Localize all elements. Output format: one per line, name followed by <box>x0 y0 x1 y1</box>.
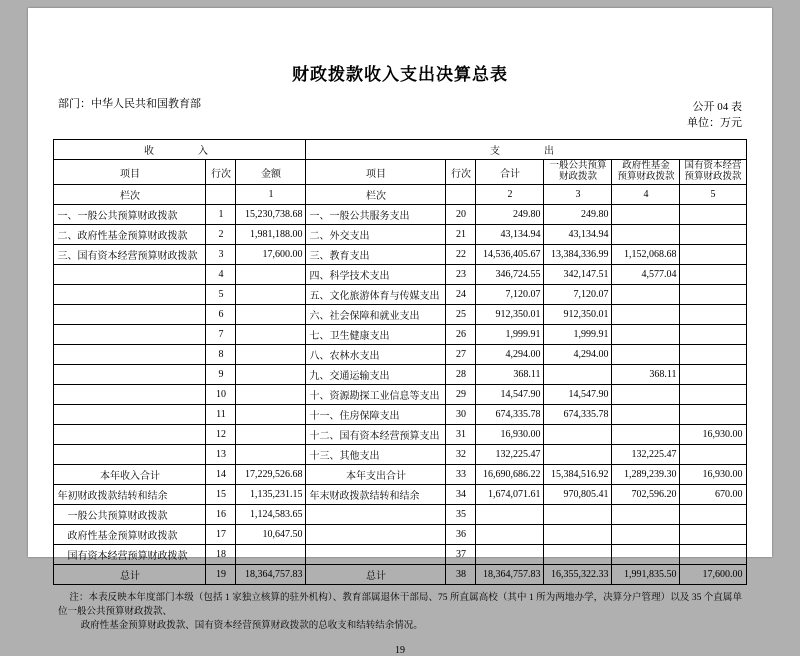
expense-item: 四、科学技术支出 <box>306 265 446 285</box>
colnum-e3: 4 <box>612 185 680 205</box>
income-item: 年初财政拨款结转和结余 <box>54 485 206 505</box>
expense-item: 三、教育支出 <box>306 245 446 265</box>
expense-general-public-budget <box>544 545 612 565</box>
expense-row-no: 28 <box>446 365 476 385</box>
header-income-row-no: 行次 <box>206 160 236 185</box>
expense-row-no: 21 <box>446 225 476 245</box>
expense-total: 18,364,757.83 <box>476 565 544 585</box>
income-amount: 15,230,738.68 <box>236 205 306 225</box>
income-row-no: 7 <box>206 325 236 345</box>
expense-item: 十一、住房保障支出 <box>306 405 446 425</box>
expense-government-fund-budget <box>612 425 680 445</box>
footnote-line-1: 注：本表反映本年度部门本级（包括 1 家独立核算的驻外机构）、教育部属退休干部局、75 所直属高校（其中 1 所为两地办学，决算分户管理）以及 35 个直属单位一般公共预算财政拨款、 <box>58 593 742 617</box>
expense-general-public-budget <box>544 505 612 525</box>
income-row-no: 2 <box>206 225 236 245</box>
header-expense-government-fund-budget: 政府性基金 预算财政拨款 <box>612 160 680 185</box>
expense-government-fund-budget <box>612 545 680 565</box>
income-amount: 17,600.00 <box>236 245 306 265</box>
income-row-no: 9 <box>206 365 236 385</box>
income-row-no: 5 <box>206 285 236 305</box>
expense-government-fund-budget <box>612 385 680 405</box>
expense-item: 二、外交支出 <box>306 225 446 245</box>
expense-general-public-budget <box>544 365 612 385</box>
expense-row-no: 26 <box>446 325 476 345</box>
footnote-line-2: 政府性基金预算财政拨款、国有资本经营预算财政拨款的总收支和结转结余情况。 <box>80 621 423 631</box>
income-amount: 17,229,526.68 <box>236 465 306 485</box>
document-page <box>28 8 772 656</box>
expense-state-capital-budget <box>680 345 746 365</box>
expense-row-no: 32 <box>446 445 476 465</box>
expense-item: 一、一般公共服务支出 <box>306 205 446 225</box>
header-income-amount: 金额 <box>236 160 306 185</box>
expense-state-capital-budget <box>680 445 746 465</box>
expense-total <box>476 525 544 545</box>
form-code: 公开 04 表 <box>692 101 742 113</box>
expense-item <box>306 505 446 525</box>
expense-total: 368.11 <box>476 365 544 385</box>
expense-general-public-budget: 43,134.94 <box>544 225 612 245</box>
header-expense-general-public-budget: 一般公共预算 财政拨款 <box>544 160 612 185</box>
table-row <box>54 365 746 385</box>
expense-state-capital-budget <box>680 545 746 565</box>
income-amount <box>236 345 306 365</box>
expense-general-public-budget <box>544 445 612 465</box>
expense-general-public-budget: 14,547.90 <box>544 385 612 405</box>
expense-item <box>306 545 446 565</box>
income-item <box>54 285 206 305</box>
table-colnum-row <box>54 185 746 205</box>
colnum-label-income: 栏次 <box>54 185 206 205</box>
expense-total: 7,120.07 <box>476 285 544 305</box>
table-footnote <box>58 591 742 633</box>
expense-item: 八、农林水支出 <box>306 345 446 365</box>
income-item: 本年收入合计 <box>54 465 206 485</box>
income-row-no: 17 <box>206 525 236 545</box>
expense-row-no: 29 <box>446 385 476 405</box>
expense-state-capital-budget <box>680 245 746 265</box>
expense-item <box>306 525 446 545</box>
expense-government-fund-budget <box>612 305 680 325</box>
income-row-no: 15 <box>206 485 236 505</box>
expense-item: 本年支出合计 <box>306 465 446 485</box>
expense-general-public-budget: 4,294.00 <box>544 345 612 365</box>
income-item <box>54 345 206 365</box>
table-row <box>54 425 746 445</box>
income-row-no: 1 <box>206 205 236 225</box>
expense-total: 912,350.01 <box>476 305 544 325</box>
expense-general-public-budget: 342,147.51 <box>544 265 612 285</box>
expense-total: 674,335.78 <box>476 405 544 425</box>
expense-general-public-budget: 249.80 <box>544 205 612 225</box>
expense-general-public-budget: 912,350.01 <box>544 305 612 325</box>
income-amount <box>236 385 306 405</box>
income-item <box>54 265 206 285</box>
expense-row-no: 33 <box>446 465 476 485</box>
income-row-no: 14 <box>206 465 236 485</box>
expense-row-no: 36 <box>446 525 476 545</box>
page-number: 19 <box>395 645 405 656</box>
colnum-e2: 3 <box>544 185 612 205</box>
expense-total: 14,536,405.67 <box>476 245 544 265</box>
expense-state-capital-budget: 670.00 <box>680 485 746 505</box>
header-expense-item: 项目 <box>306 160 446 185</box>
expense-state-capital-budget: 16,930.00 <box>680 425 746 445</box>
expense-state-capital-budget <box>680 225 746 245</box>
expense-row-no: 37 <box>446 545 476 565</box>
income-amount: 1,981,188.00 <box>236 225 306 245</box>
expense-state-capital-budget <box>680 525 746 545</box>
income-item: 国有资本经营预算财政拨款 <box>54 545 206 565</box>
expense-total: 16,690,686.22 <box>476 465 544 485</box>
income-amount <box>236 545 306 565</box>
income-item: 一般公共预算财政拨款 <box>54 505 206 525</box>
table-row <box>54 445 746 465</box>
income-amount <box>236 265 306 285</box>
income-row-no: 4 <box>206 265 236 285</box>
expense-row-no: 34 <box>446 485 476 505</box>
colnum-income-blank <box>206 185 236 205</box>
income-item: 政府性基金预算财政拨款 <box>54 525 206 545</box>
colnum-e4: 5 <box>680 185 746 205</box>
expense-row-no: 20 <box>446 205 476 225</box>
income-amount: 1,124,583.65 <box>236 505 306 525</box>
expense-state-capital-budget: 17,600.00 <box>680 565 746 585</box>
table-row <box>54 485 746 505</box>
income-item <box>54 365 206 385</box>
expense-state-capital-budget <box>680 265 746 285</box>
expense-item: 九、交通运输支出 <box>306 365 446 385</box>
expense-row-no: 38 <box>446 565 476 585</box>
expense-government-fund-budget: 4,577.04 <box>612 265 680 285</box>
income-row-no: 19 <box>206 565 236 585</box>
header-income-item: 项目 <box>54 160 206 185</box>
expense-government-fund-budget: 1,991,835.50 <box>612 565 680 585</box>
colnum-expense-blank <box>446 185 476 205</box>
table-row <box>54 325 746 345</box>
expense-total <box>476 545 544 565</box>
expense-government-fund-budget <box>612 525 680 545</box>
income-item: 一、一般公共预算财政拨款 <box>54 205 206 225</box>
income-row-no: 11 <box>206 405 236 425</box>
expense-item: 十二、国有资本经营预算支出 <box>306 425 446 445</box>
expense-government-fund-budget <box>612 345 680 365</box>
header-expense-state-capital-budget: 国有资本经营 预算财政拨款 <box>680 160 746 185</box>
income-amount: 1,135,231.15 <box>236 485 306 505</box>
table-row-subtotal <box>54 465 746 485</box>
expense-total <box>476 505 544 525</box>
expense-state-capital-budget <box>680 505 746 525</box>
expense-total: 1,674,071.61 <box>476 485 544 505</box>
expense-row-no: 23 <box>446 265 476 285</box>
expense-government-fund-budget <box>612 225 680 245</box>
expense-government-fund-budget: 702,596.20 <box>612 485 680 505</box>
expense-item: 七、卫生健康支出 <box>306 325 446 345</box>
table-row <box>54 385 746 405</box>
expense-row-no: 25 <box>446 305 476 325</box>
table-column-header-row <box>54 160 746 185</box>
expense-row-no: 27 <box>446 345 476 365</box>
expense-row-no: 35 <box>446 505 476 525</box>
expense-state-capital-budget <box>680 325 746 345</box>
table-row <box>54 405 746 425</box>
income-row-no: 13 <box>206 445 236 465</box>
expense-state-capital-budget <box>680 205 746 225</box>
expense-row-no: 24 <box>446 285 476 305</box>
income-amount <box>236 365 306 385</box>
expense-government-fund-budget: 132,225.47 <box>612 445 680 465</box>
income-row-no: 8 <box>206 345 236 365</box>
expense-state-capital-budget <box>680 365 746 385</box>
table-row <box>54 245 746 265</box>
expense-state-capital-budget <box>680 285 746 305</box>
income-amount <box>236 325 306 345</box>
expense-item: 五、文化旅游体育与传媒支出 <box>306 285 446 305</box>
expense-item: 六、社会保障和就业支出 <box>306 305 446 325</box>
income-amount <box>236 285 306 305</box>
expense-item: 十、资源勘探工业信息等支出 <box>306 385 446 405</box>
expense-general-public-budget: 15,384,516.92 <box>544 465 612 485</box>
expense-government-fund-budget <box>612 405 680 425</box>
table-row <box>54 505 746 525</box>
expense-total: 132,225.47 <box>476 445 544 465</box>
income-row-no: 6 <box>206 305 236 325</box>
income-row-no: 3 <box>206 245 236 265</box>
expense-total: 346,724.55 <box>476 265 544 285</box>
income-row-no: 10 <box>206 385 236 405</box>
income-item <box>54 385 206 405</box>
expense-general-public-budget: 13,384,336.99 <box>544 245 612 265</box>
colnum-income: 1 <box>236 185 306 205</box>
expense-general-public-budget <box>544 525 612 545</box>
table-row <box>54 525 746 545</box>
expense-total: 14,547.90 <box>476 385 544 405</box>
expense-general-public-budget: 970,805.41 <box>544 485 612 505</box>
header-expense-total: 合计 <box>476 160 544 185</box>
table-row <box>54 305 746 325</box>
income-amount: 18,364,757.83 <box>236 565 306 585</box>
group-header-income: 收 入 <box>54 140 306 160</box>
expense-item: 年末财政拨款结转和结余 <box>306 485 446 505</box>
expense-general-public-budget: 674,335.78 <box>544 405 612 425</box>
expense-government-fund-budget <box>612 285 680 305</box>
table-row-total <box>54 565 746 585</box>
expense-general-public-budget: 1,999.91 <box>544 325 612 345</box>
expense-state-capital-budget: 16,930.00 <box>680 465 746 485</box>
expense-government-fund-budget: 1,152,068.68 <box>612 245 680 265</box>
expense-total: 16,930.00 <box>476 425 544 445</box>
expense-government-fund-budget: 1,289,239.30 <box>612 465 680 485</box>
table-row <box>54 345 746 365</box>
expense-row-no: 31 <box>446 425 476 445</box>
income-amount <box>236 405 306 425</box>
expense-item: 总计 <box>306 565 446 585</box>
department-label: 部门：中华人民共和国教育部 <box>58 98 201 110</box>
income-item: 总计 <box>54 565 206 585</box>
expense-general-public-budget: 16,355,322.33 <box>544 565 612 585</box>
expense-government-fund-budget <box>612 505 680 525</box>
header-expense-row-no: 行次 <box>446 160 476 185</box>
income-item <box>54 405 206 425</box>
table-row <box>54 265 746 285</box>
colnum-label-expense: 栏次 <box>306 185 446 205</box>
income-amount <box>236 425 306 445</box>
income-row-no: 16 <box>206 505 236 525</box>
expense-state-capital-budget <box>680 405 746 425</box>
income-amount <box>236 445 306 465</box>
income-item: 二、政府性基金预算财政拨款 <box>54 225 206 245</box>
expense-item: 十三、其他支出 <box>306 445 446 465</box>
page-title: 财政拨款收入支出决算总表 <box>292 65 508 84</box>
expense-state-capital-budget <box>680 385 746 405</box>
table-row <box>54 205 746 225</box>
expense-total: 4,294.00 <box>476 345 544 365</box>
income-item <box>54 305 206 325</box>
expense-general-public-budget <box>544 425 612 445</box>
expense-row-no: 30 <box>446 405 476 425</box>
expense-total: 249.80 <box>476 205 544 225</box>
budget-table <box>53 139 746 585</box>
table-row <box>54 225 746 245</box>
table-row <box>54 545 746 565</box>
table-group-header-row <box>54 140 746 160</box>
expense-total: 43,134.94 <box>476 225 544 245</box>
expense-total: 1,999.91 <box>476 325 544 345</box>
expense-state-capital-budget <box>680 305 746 325</box>
expense-government-fund-budget: 368.11 <box>612 365 680 385</box>
income-amount: 10,647.50 <box>236 525 306 545</box>
expense-row-no: 22 <box>446 245 476 265</box>
colnum-e1: 2 <box>476 185 544 205</box>
income-item <box>54 445 206 465</box>
table-row <box>54 285 746 305</box>
expense-government-fund-budget <box>612 325 680 345</box>
group-header-expense: 支 出 <box>306 140 746 160</box>
income-item <box>54 425 206 445</box>
income-row-no: 12 <box>206 425 236 445</box>
income-item: 三、国有资本经营预算财政拨款 <box>54 245 206 265</box>
income-amount <box>236 305 306 325</box>
expense-general-public-budget: 7,120.07 <box>544 285 612 305</box>
unit-label: 单位：万元 <box>687 117 742 129</box>
income-row-no: 18 <box>206 545 236 565</box>
expense-government-fund-budget <box>612 205 680 225</box>
income-item <box>54 325 206 345</box>
